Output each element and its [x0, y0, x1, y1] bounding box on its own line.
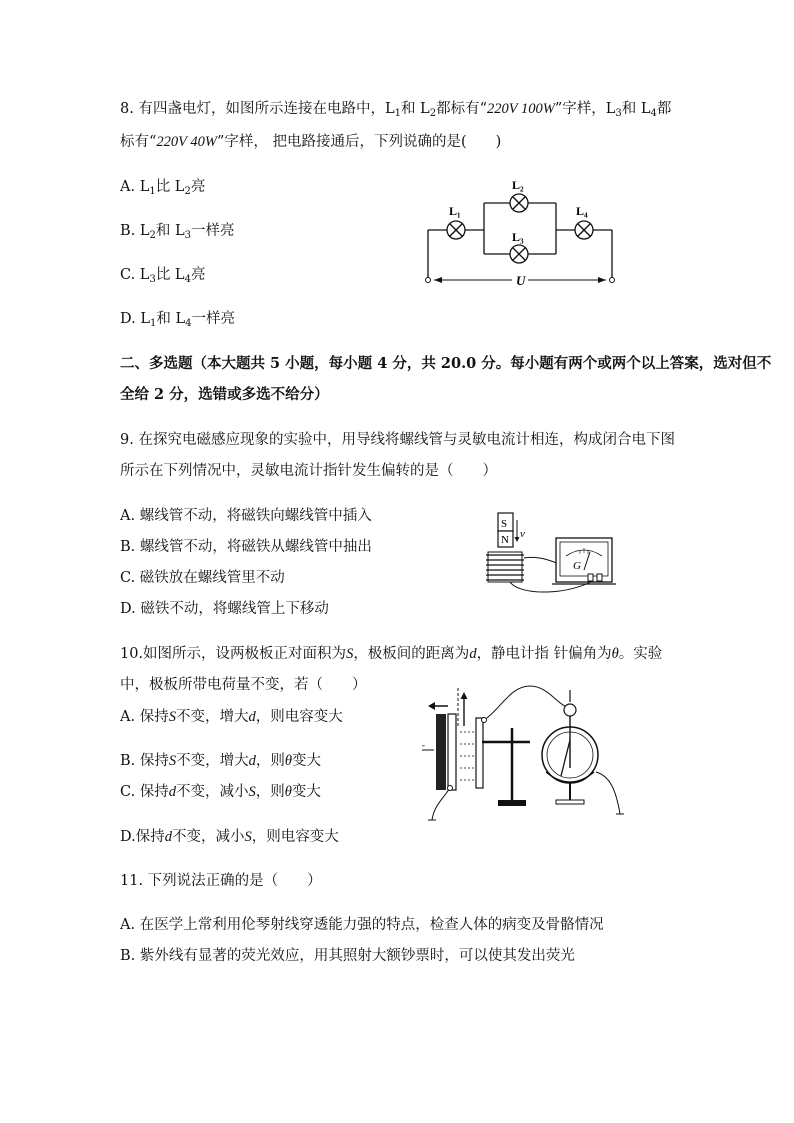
magnet-n: N: [501, 534, 509, 546]
q10-stem-line2: 中，极板所带电荷量不变，若（ ）: [120, 677, 367, 693]
lamp-l4-icon: [575, 221, 593, 239]
galvanometer-icon: [552, 538, 616, 584]
q9-stem-line2: 所示在下列情况中，灵敏电流计指针发生偏转的是（ ）: [120, 463, 497, 479]
label-l2: L₂: [512, 178, 524, 192]
section2-heading-line2: 全给 2 分，选错或多选不给分）: [120, 386, 329, 403]
bar-magnet-icon: [498, 513, 513, 547]
lamp-l2-icon: [510, 194, 528, 212]
q10-option-a: A. 保持S不变，增大d，则电容变大: [120, 709, 343, 725]
q11-option-b: B. 紫外线有显著的荧光效应，用其照射大额钞票时，可以使其发出荧光: [120, 948, 575, 964]
q8-option-c: C. $L_3$比 $L_4$亮: [120, 267, 206, 285]
terminal-left: [426, 278, 431, 283]
q9-option-b: B. 螺线管不动，将磁铁从螺线管中抽出: [120, 539, 372, 555]
q10-option-c: C. 保持d不变，减小S，则θ变大: [120, 784, 321, 800]
lamp-l1-icon: [447, 221, 465, 239]
q8-option-b: B. $L_2$和 $L_3$一样亮: [120, 223, 235, 241]
q8-circuit-diagram: [420, 170, 620, 290]
q11-option-a: A. 在医学上常利用伦琴射线穿透能力强的特点，检查人体的病变及骨骼情况: [120, 917, 604, 933]
right-plate-icon: [460, 718, 483, 788]
magnet-s: S: [501, 518, 508, 530]
q9-induction-diagram: [480, 510, 620, 600]
label-l1: L₁: [449, 204, 461, 218]
q10-option-b: B. 保持S不变，增大d，则θ变大: [120, 753, 321, 769]
velocity-v: v: [520, 528, 525, 540]
q11-stem: 11. 下列说法正确的是（ ）: [120, 873, 322, 889]
label-l3: L₃: [512, 230, 524, 244]
q9-option-a: A. 螺线管不动，将磁铁向螺线管中插入: [120, 508, 372, 524]
terminal-right: [610, 278, 615, 283]
q8-stem-line2: 标有“220V 40W”字样， 把电路接通后，下列说确的是( ): [120, 134, 502, 150]
label-u: U: [516, 273, 526, 288]
label-l4: L₄: [576, 204, 588, 218]
q9-option-c: C. 磁铁放在螺线管里不动: [120, 570, 285, 586]
electrometer-icon: [542, 690, 598, 804]
q8-stem-line1: 8. 有四盏电灯，如图所示连接在电路中，$L_1$和 $L_2$都标有“220V 100W”字样，$L_3$和 $L_4$都: [120, 101, 672, 119]
q10-stem-line1: 10.如图所示，设两极板正对面积为S，极板间的距离为d，静电计指 针偏角为θ。实验: [120, 646, 663, 662]
q8-option-a: A. $L_1$比 $L_2$亮: [120, 179, 206, 197]
q9-stem-line1: 9. 在探究电磁感应现象的实验中，用导线将螺线管与灵敏电流计相连，构成闭合电下图: [120, 432, 675, 448]
q10-option-d: D.保持d不变，减小S，则电容变大: [120, 829, 339, 845]
left-plate-icon: [436, 714, 456, 790]
q10-capacitor-diagram: [420, 680, 630, 825]
svg-text:-: -: [422, 740, 425, 750]
galvanometer-g: G: [573, 560, 581, 572]
lamp-l3-icon: [510, 245, 528, 263]
q8-option-d: D. $L_1$和 $L_4$一样亮: [120, 311, 235, 329]
section2-heading-line1: 二、多选题（本大题共 5 小题，每小题 4 分，共 20.0 分。每小题有两个或两个以上答案，选对但不: [120, 355, 772, 372]
q9-option-d: D. 磁铁不动，将螺线管上下移动: [120, 601, 329, 617]
solenoid-icon: [486, 552, 524, 582]
